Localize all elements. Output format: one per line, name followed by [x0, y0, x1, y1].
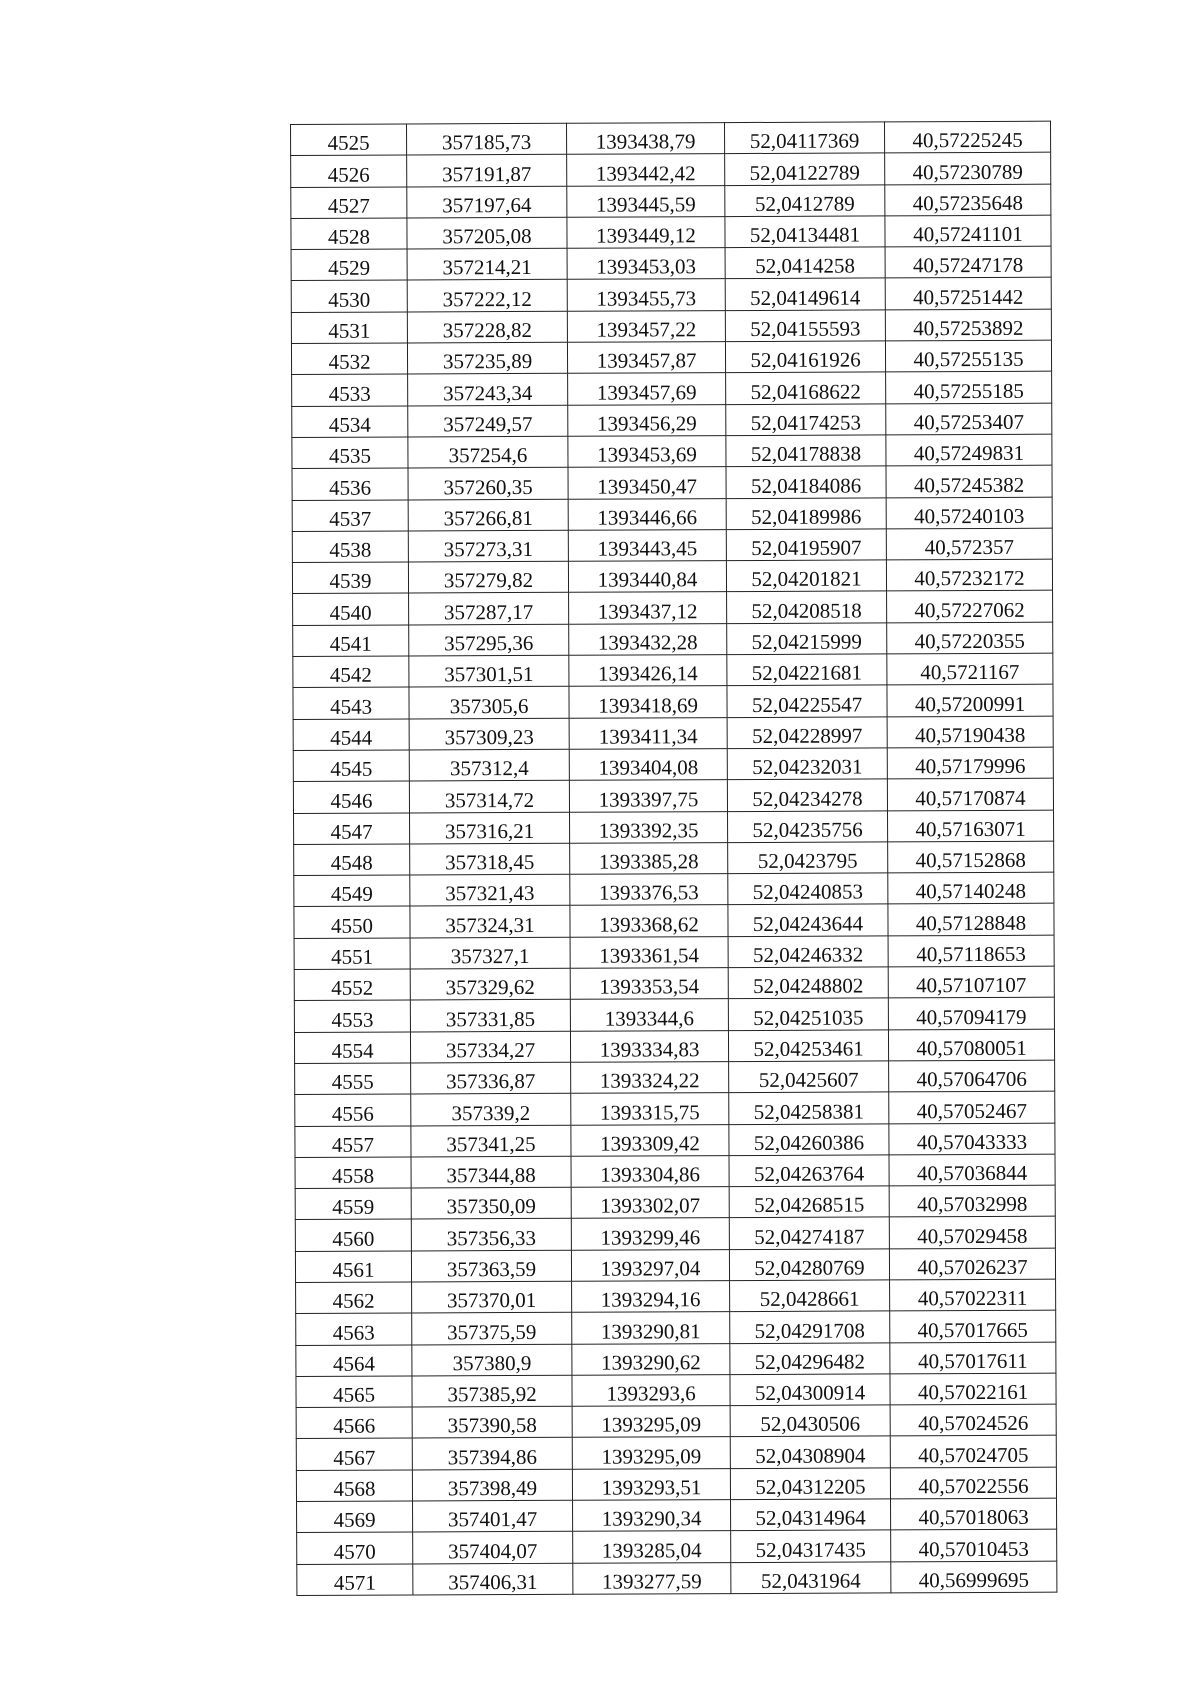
table-row: [293, 622, 1053, 657]
latitude-cell: 52,04296482: [730, 1342, 890, 1374]
point-number-cell: 4551: [294, 938, 410, 970]
latitude-cell: 52,04208518: [727, 591, 887, 623]
point-number-cell: 4540: [293, 593, 409, 625]
latitude-cell: 52,04280769: [729, 1249, 889, 1281]
x-coordinate-cell: 357356,33: [411, 1219, 571, 1251]
longitude-cell: 40,57017665: [890, 1310, 1056, 1342]
table-row: [293, 653, 1053, 688]
point-number-cell: 4547: [294, 813, 410, 845]
longitude-cell: 40,57010453: [891, 1530, 1057, 1562]
table-row: [296, 1310, 1056, 1345]
table-row: [293, 747, 1053, 782]
latitude-cell: 52,04240853: [728, 873, 888, 905]
y-coordinate-cell: 1393453,03: [567, 248, 725, 280]
y-coordinate-cell: 1393293,6: [572, 1374, 730, 1406]
x-coordinate-cell: 357329,62: [410, 968, 570, 1000]
latitude-cell: 52,0425607: [729, 1061, 889, 1093]
longitude-cell: 40,57190438: [887, 716, 1053, 748]
table-row: [296, 1467, 1056, 1502]
longitude-cell: 40,57029458: [889, 1217, 1055, 1249]
latitude-cell: 52,0414258: [725, 247, 885, 279]
latitude-cell: 52,04232031: [727, 748, 887, 780]
x-coordinate-cell: 357324,31: [410, 906, 570, 938]
latitude-cell: 52,04248802: [728, 967, 888, 999]
point-number-cell: 4554: [294, 1032, 410, 1064]
x-coordinate-cell: 357321,43: [410, 874, 570, 906]
latitude-cell: 52,04184086: [726, 466, 886, 498]
y-coordinate-cell: 1393411,34: [569, 717, 727, 749]
longitude-cell: 40,57255185: [886, 372, 1052, 404]
table-row: [294, 841, 1054, 876]
x-coordinate-cell: 357312,4: [409, 749, 569, 781]
latitude-cell: 52,0431964: [731, 1562, 891, 1594]
longitude-cell: 40,57128848: [888, 904, 1054, 936]
y-coordinate-cell: 1393449,12: [567, 216, 725, 248]
point-number-cell: 4565: [296, 1376, 412, 1408]
table-row: [294, 966, 1054, 1001]
x-coordinate-cell: 357228,82: [407, 311, 567, 343]
y-coordinate-cell: 1393295,09: [572, 1406, 730, 1438]
latitude-cell: 52,04234278: [727, 779, 887, 811]
table-row: [291, 278, 1051, 313]
x-coordinate-cell: 357254,6: [408, 436, 568, 468]
y-coordinate-cell: 1393445,59: [567, 185, 725, 217]
y-coordinate-cell: 1393344,6: [570, 999, 728, 1031]
y-coordinate-cell: 1393334,83: [570, 1030, 728, 1062]
table-row: [293, 591, 1053, 626]
y-coordinate-cell: 1393432,28: [569, 623, 727, 655]
longitude-cell: 40,57255135: [885, 340, 1051, 372]
y-coordinate-cell: 1393315,75: [571, 1093, 729, 1125]
longitude-cell: 40,57032998: [889, 1185, 1055, 1217]
longitude-cell: 40,57232172: [886, 559, 1052, 591]
latitude-cell: 52,04317435: [731, 1530, 891, 1562]
y-coordinate-cell: 1393290,34: [573, 1500, 731, 1532]
longitude-cell: 40,57179996: [887, 747, 1053, 779]
point-number-cell: 4532: [291, 343, 407, 375]
y-coordinate-cell: 1393418,69: [569, 686, 727, 718]
point-number-cell: 4526: [291, 155, 407, 187]
point-number-cell: 4556: [295, 1094, 411, 1126]
coordinates-table: [290, 121, 1057, 1596]
y-coordinate-cell: 1393457,22: [567, 310, 725, 342]
x-coordinate-cell: 357301,51: [409, 655, 569, 687]
longitude-cell: 40,57036844: [889, 1154, 1055, 1186]
longitude-cell: 40,57052467: [889, 1091, 1055, 1123]
latitude-cell: 52,04149614: [725, 278, 885, 310]
table-row: [291, 246, 1051, 281]
x-coordinate-cell: 357327,1: [410, 937, 570, 969]
x-coordinate-cell: 357266,81: [408, 499, 568, 531]
latitude-cell: 52,04195907: [726, 529, 886, 561]
point-number-cell: 4559: [295, 1188, 411, 1220]
y-coordinate-cell: 1393353,54: [570, 968, 728, 1000]
point-number-cell: 4549: [294, 875, 410, 907]
point-number-cell: 4563: [296, 1313, 412, 1345]
longitude-cell: 40,57251442: [885, 278, 1051, 310]
y-coordinate-cell: 1393397,75: [569, 780, 727, 812]
y-coordinate-cell: 1393455,73: [567, 279, 725, 311]
y-coordinate-cell: 1393443,45: [568, 529, 726, 561]
point-number-cell: 4536: [292, 468, 408, 500]
latitude-cell: 52,04134481: [725, 216, 885, 248]
table-row: [294, 1029, 1054, 1064]
x-coordinate-cell: 357341,25: [411, 1125, 571, 1157]
latitude-cell: 52,04291708: [730, 1311, 890, 1343]
y-coordinate-cell: 1393404,08: [569, 749, 727, 781]
x-coordinate-cell: 357380,9: [412, 1344, 572, 1376]
longitude-cell: 40,57220355: [887, 622, 1053, 654]
point-number-cell: 4534: [292, 406, 408, 438]
x-coordinate-cell: 357344,88: [411, 1156, 571, 1188]
longitude-cell: 40,57245382: [886, 465, 1052, 497]
table-row: [296, 1373, 1056, 1408]
longitude-cell: 40,57024705: [890, 1436, 1056, 1468]
x-coordinate-cell: 357243,34: [408, 374, 568, 406]
x-coordinate-cell: 357214,21: [407, 248, 567, 280]
table-row: [295, 1091, 1055, 1126]
longitude-cell: 40,572357: [886, 528, 1052, 560]
table-row: [292, 497, 1052, 532]
point-number-cell: 4552: [294, 969, 410, 1001]
x-coordinate-cell: 357191,87: [407, 155, 567, 187]
point-number-cell: 4561: [295, 1251, 411, 1283]
table-row: [296, 1342, 1056, 1377]
table-row: [292, 372, 1052, 407]
y-coordinate-cell: 1393285,04: [573, 1531, 731, 1563]
latitude-cell: 52,04189986: [726, 497, 886, 529]
longitude-cell: 40,57140248: [888, 872, 1054, 904]
x-coordinate-cell: 357336,87: [411, 1062, 571, 1094]
table-row: [296, 1404, 1056, 1439]
point-number-cell: 4555: [295, 1063, 411, 1095]
latitude-cell: 52,04260386: [729, 1123, 889, 1155]
table-row: [296, 1436, 1056, 1471]
longitude-cell: 40,57043333: [889, 1123, 1055, 1155]
table-row: [293, 716, 1053, 751]
point-number-cell: 4545: [293, 750, 409, 782]
latitude-cell: 52,04178838: [726, 435, 886, 467]
longitude-cell: 40,57240103: [886, 497, 1052, 529]
x-coordinate-cell: 357331,85: [410, 1000, 570, 1032]
latitude-cell: 52,0423795: [728, 842, 888, 874]
latitude-cell: 52,04215999: [727, 623, 887, 655]
y-coordinate-cell: 1393457,69: [568, 373, 726, 405]
y-coordinate-cell: 1393446,66: [568, 498, 726, 530]
x-coordinate-cell: 357385,92: [412, 1375, 572, 1407]
y-coordinate-cell: 1393376,53: [570, 874, 728, 906]
longitude-cell: 40,57227062: [887, 591, 1053, 623]
point-number-cell: 4571: [297, 1564, 413, 1596]
longitude-cell: 40,5721167: [887, 653, 1053, 685]
latitude-cell: 52,04251035: [728, 998, 888, 1030]
y-coordinate-cell: 1393302,07: [571, 1187, 729, 1219]
longitude-cell: 40,57225245: [884, 121, 1050, 153]
y-coordinate-cell: 1393442,42: [567, 154, 725, 186]
point-number-cell: 4544: [293, 719, 409, 751]
latitude-cell: 52,04122789: [725, 153, 885, 185]
x-coordinate-cell: 357314,72: [409, 781, 569, 813]
longitude-cell: 40,56999695: [891, 1561, 1057, 1593]
table-row: [291, 215, 1051, 250]
latitude-cell: 52,04155593: [725, 310, 885, 342]
table-row: [295, 1217, 1055, 1252]
latitude-cell: 52,04312205: [730, 1468, 890, 1500]
point-number-cell: 4557: [295, 1125, 411, 1157]
latitude-cell: 52,04161926: [725, 341, 885, 373]
point-number-cell: 4531: [291, 312, 407, 344]
point-number-cell: 4566: [296, 1407, 412, 1439]
point-number-cell: 4527: [291, 187, 407, 219]
latitude-cell: 52,04235756: [728, 810, 888, 842]
y-coordinate-cell: 1393453,69: [568, 436, 726, 468]
x-coordinate-cell: 357235,89: [407, 342, 567, 374]
longitude-cell: 40,57253892: [885, 309, 1051, 341]
latitude-cell: 52,0412789: [725, 184, 885, 216]
latitude-cell: 52,04308904: [730, 1436, 890, 1468]
longitude-cell: 40,57064706: [889, 1060, 1055, 1092]
latitude-cell: 52,04314964: [731, 1499, 891, 1531]
longitude-cell: 40,57249831: [886, 434, 1052, 466]
longitude-cell: 40,57230789: [885, 152, 1051, 184]
y-coordinate-cell: 1393290,62: [572, 1343, 730, 1375]
latitude-cell: 52,04168622: [726, 372, 886, 404]
y-coordinate-cell: 1393304,86: [571, 1155, 729, 1187]
x-coordinate-cell: 357279,82: [408, 561, 568, 593]
longitude-cell: 40,57026237: [889, 1248, 1055, 1280]
x-coordinate-cell: 357309,23: [409, 718, 569, 750]
point-number-cell: 4538: [292, 531, 408, 563]
x-coordinate-cell: 357305,6: [409, 687, 569, 719]
table-row: [292, 559, 1052, 594]
x-coordinate-cell: 357350,09: [411, 1187, 571, 1219]
table-row: [293, 685, 1053, 720]
latitude-cell: 52,04253461: [728, 1030, 888, 1062]
point-number-cell: 4525: [291, 124, 407, 156]
table-row: [297, 1530, 1057, 1565]
latitude-cell: 52,0430506: [730, 1405, 890, 1437]
latitude-cell: 52,04228997: [727, 717, 887, 749]
longitude-cell: 40,57200991: [887, 685, 1053, 717]
y-coordinate-cell: 1393438,79: [566, 123, 724, 155]
y-coordinate-cell: 1393297,04: [571, 1249, 729, 1281]
y-coordinate-cell: 1393294,16: [572, 1281, 730, 1313]
table-row: [291, 152, 1051, 187]
y-coordinate-cell: 1393426,14: [569, 655, 727, 687]
point-number-cell: 4550: [294, 906, 410, 938]
x-coordinate-cell: 357334,27: [410, 1031, 570, 1063]
table-row: [295, 1248, 1055, 1283]
y-coordinate-cell: 1393450,47: [568, 467, 726, 499]
point-number-cell: 4567: [296, 1438, 412, 1470]
x-coordinate-cell: 357398,49: [412, 1469, 572, 1501]
point-number-cell: 4543: [293, 687, 409, 719]
table-row: [291, 184, 1051, 219]
longitude-cell: 40,57163071: [888, 810, 1054, 842]
table-row: [295, 1154, 1055, 1189]
point-number-cell: 4548: [294, 844, 410, 876]
table-row: [292, 465, 1052, 500]
latitude-cell: 52,04300914: [730, 1374, 890, 1406]
latitude-cell: 52,04243644: [728, 904, 888, 936]
point-number-cell: 4570: [297, 1532, 413, 1564]
table-row: [294, 810, 1054, 845]
x-coordinate-cell: 357197,64: [407, 186, 567, 218]
x-coordinate-cell: 357185,73: [407, 123, 567, 155]
point-number-cell: 4533: [292, 374, 408, 406]
latitude-cell: 52,04263764: [729, 1155, 889, 1187]
x-coordinate-cell: 357375,59: [412, 1313, 572, 1345]
point-number-cell: 4530: [291, 280, 407, 312]
point-number-cell: 4539: [292, 562, 408, 594]
point-number-cell: 4529: [291, 249, 407, 281]
point-number-cell: 4537: [292, 500, 408, 532]
point-number-cell: 4564: [296, 1345, 412, 1377]
y-coordinate-cell: 1393295,09: [572, 1437, 730, 1469]
longitude-cell: 40,57094179: [888, 997, 1054, 1029]
latitude-cell: 52,04174253: [726, 404, 886, 436]
y-coordinate-cell: 1393368,62: [570, 905, 728, 937]
longitude-cell: 40,57118653: [888, 935, 1054, 967]
latitude-cell: 52,04117369: [724, 122, 884, 154]
y-coordinate-cell: 1393309,42: [571, 1124, 729, 1156]
y-coordinate-cell: 1393392,35: [570, 811, 728, 843]
table-row: [291, 340, 1051, 375]
x-coordinate-cell: 357295,36: [409, 624, 569, 656]
latitude-cell: 52,04274187: [729, 1217, 889, 1249]
x-coordinate-cell: 357273,31: [408, 530, 568, 562]
x-coordinate-cell: 357401,47: [413, 1500, 573, 1532]
x-coordinate-cell: 357370,01: [412, 1281, 572, 1313]
longitude-cell: 40,57080051: [888, 1029, 1054, 1061]
x-coordinate-cell: 357390,58: [412, 1406, 572, 1438]
table-row: [296, 1279, 1056, 1314]
table-row: [294, 904, 1054, 939]
table-row: [297, 1561, 1057, 1596]
point-number-cell: 4528: [291, 218, 407, 250]
latitude-cell: 52,04246332: [728, 936, 888, 968]
latitude-cell: 52,0428661: [730, 1280, 890, 1312]
x-coordinate-cell: 357260,35: [408, 468, 568, 500]
longitude-cell: 40,57253407: [886, 403, 1052, 435]
latitude-cell: 52,04201821: [726, 560, 886, 592]
table-row: [292, 434, 1052, 469]
point-number-cell: 4568: [296, 1470, 412, 1502]
table-row: [293, 778, 1053, 813]
longitude-cell: 40,57022161: [890, 1373, 1056, 1405]
x-coordinate-cell: 357394,86: [412, 1438, 572, 1470]
table-row: [297, 1498, 1057, 1533]
table-row: [295, 1060, 1055, 1095]
latitude-cell: 52,04221681: [727, 654, 887, 686]
y-coordinate-cell: 1393324,22: [571, 1062, 729, 1094]
x-coordinate-cell: 357316,21: [410, 812, 570, 844]
longitude-cell: 40,57017611: [890, 1342, 1056, 1374]
latitude-cell: 52,04268515: [729, 1186, 889, 1218]
point-number-cell: 4569: [297, 1501, 413, 1533]
x-coordinate-cell: 357287,17: [409, 593, 569, 625]
table-row: [295, 1185, 1055, 1220]
x-coordinate-cell: 357363,59: [411, 1250, 571, 1282]
coordinates-table-body: [291, 121, 1057, 1595]
table-row: [294, 935, 1054, 970]
point-number-cell: 4560: [295, 1219, 411, 1251]
longitude-cell: 40,57241101: [885, 215, 1051, 247]
x-coordinate-cell: 357318,45: [410, 843, 570, 875]
y-coordinate-cell: 1393437,12: [569, 592, 727, 624]
y-coordinate-cell: 1393293,51: [572, 1468, 730, 1500]
longitude-cell: 40,57022556: [890, 1467, 1056, 1499]
longitude-cell: 40,57107107: [888, 966, 1054, 998]
point-number-cell: 4558: [295, 1157, 411, 1189]
point-number-cell: 4553: [294, 1000, 410, 1032]
x-coordinate-cell: 357404,07: [413, 1532, 573, 1564]
table-row: [291, 121, 1051, 156]
longitude-cell: 40,57024526: [890, 1404, 1056, 1436]
longitude-cell: 40,57152868: [888, 841, 1054, 873]
x-coordinate-cell: 357339,2: [411, 1093, 571, 1125]
x-coordinate-cell: 357222,12: [407, 280, 567, 312]
y-coordinate-cell: 1393299,46: [571, 1218, 729, 1250]
x-coordinate-cell: 357249,57: [408, 405, 568, 437]
y-coordinate-cell: 1393385,28: [570, 842, 728, 874]
table-row: [292, 403, 1052, 438]
longitude-cell: 40,57022311: [890, 1279, 1056, 1311]
y-coordinate-cell: 1393457,87: [567, 342, 725, 374]
latitude-cell: 52,04225547: [727, 685, 887, 717]
y-coordinate-cell: 1393277,59: [573, 1562, 731, 1594]
y-coordinate-cell: 1393361,54: [570, 936, 728, 968]
x-coordinate-cell: 357406,31: [413, 1563, 573, 1595]
table-row: [294, 997, 1054, 1032]
point-number-cell: 4541: [293, 625, 409, 657]
table-row: [294, 872, 1054, 907]
point-number-cell: 4546: [293, 781, 409, 813]
longitude-cell: 40,57247178: [885, 246, 1051, 278]
table-row: [292, 528, 1052, 563]
longitude-cell: 40,57170874: [887, 778, 1053, 810]
point-number-cell: 4562: [296, 1282, 412, 1314]
y-coordinate-cell: 1393290,81: [572, 1312, 730, 1344]
longitude-cell: 40,57018063: [891, 1498, 1057, 1530]
table-row: [291, 309, 1051, 344]
longitude-cell: 40,57235648: [885, 184, 1051, 216]
point-number-cell: 4542: [293, 656, 409, 688]
point-number-cell: 4535: [292, 437, 408, 469]
y-coordinate-cell: 1393440,84: [568, 561, 726, 593]
table-row: [295, 1123, 1055, 1158]
x-coordinate-cell: 357205,08: [407, 217, 567, 249]
latitude-cell: 52,04258381: [729, 1092, 889, 1124]
y-coordinate-cell: 1393456,29: [568, 404, 726, 436]
